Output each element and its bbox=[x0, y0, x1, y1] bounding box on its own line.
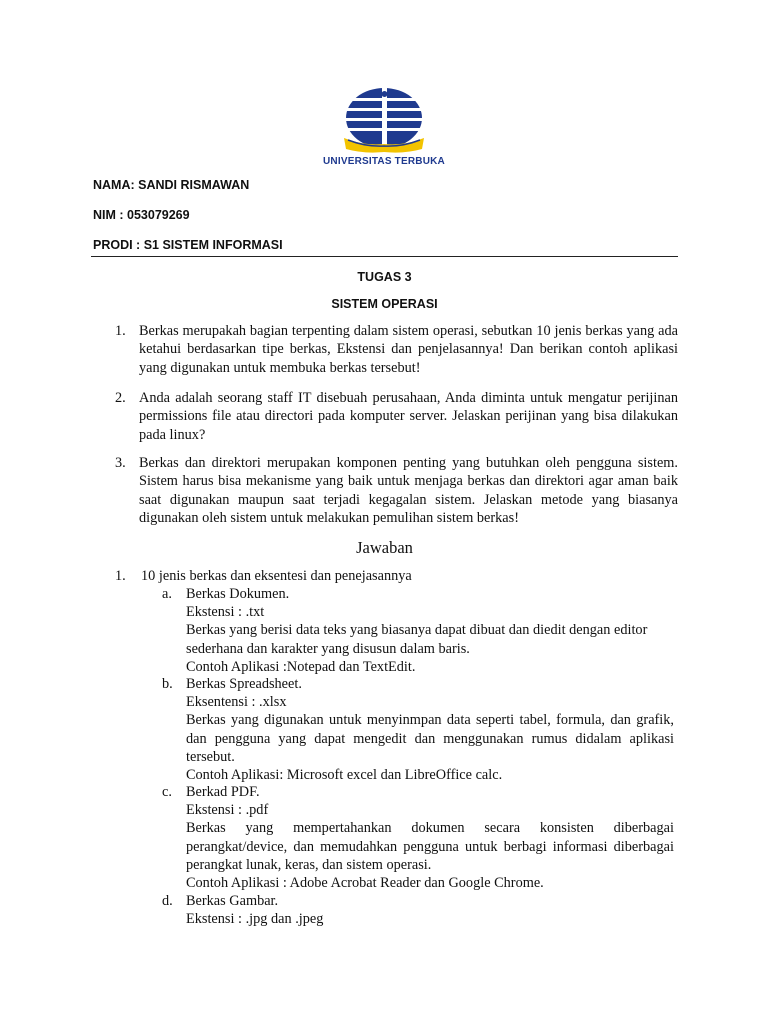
item-extension: Eksentensi : .xlsx bbox=[186, 694, 287, 711]
item-title: Berkas Dokumen. bbox=[186, 586, 290, 602]
item-description: Berkas yang mempertahankan dokumen secara konsisten diberbagai perangkat/device, dan memudahkan pengguna untuk berbagi informasi diberbagai perangkat lunak, keras, dan sistem operasi. bbox=[186, 820, 674, 873]
student-prodi: PRODI : S1 SISTEM INFORMASI bbox=[93, 238, 283, 252]
assignment-title: TUGAS 3 bbox=[357, 270, 412, 284]
item-title: Berkad PDF. bbox=[186, 784, 260, 800]
question-1 bbox=[115, 322, 678, 377]
item-title: Berkas Spreadsheet. bbox=[186, 676, 302, 692]
answer-1 bbox=[115, 567, 412, 585]
question-text: Anda adalah seorang staff IT disebuah perusahaan, Anda diminta untuk mengatur perijinan permissions file atau directori pada komputer server. Jelaskan perijinan yang bisa dilakukan pada linux? bbox=[139, 390, 678, 443]
answer-heading: Jawaban bbox=[356, 538, 413, 557]
item-letter: b. bbox=[162, 676, 173, 692]
question-number: 1. bbox=[115, 323, 126, 339]
answer-item-a bbox=[162, 585, 674, 676]
logo-emblem-icon bbox=[308, 86, 460, 158]
logo-text: UNIVERSITAS TERBUKA bbox=[323, 156, 445, 167]
item-extension: Ekstensi : .jpg dan .jpeg bbox=[186, 911, 324, 928]
item-description: Berkas yang berisi data teks yang biasanya dapat dibuat dan diedit dengan editor sederhana dan karakter yang disusun dalam baris. bbox=[186, 622, 648, 657]
item-extension: Ekstensi : .pdf bbox=[186, 802, 269, 819]
question-number: 2. bbox=[115, 390, 126, 406]
item-title: Berkas Gambar. bbox=[186, 893, 279, 909]
question-2 bbox=[115, 389, 678, 444]
item-letter: c. bbox=[162, 784, 172, 800]
question-number: 3. bbox=[115, 455, 126, 471]
item-app: Contoh Aplikasi : Adobe Acrobat Reader dan Google Chrome. bbox=[186, 875, 544, 892]
student-name: NAMA: SANDI RISMAWAN bbox=[93, 178, 250, 192]
item-extension: Ekstensi : .txt bbox=[186, 604, 265, 621]
answer-number: 1. bbox=[115, 568, 126, 584]
question-text: Berkas merupakah bagian terpenting dalam sistem operasi, sebutkan 10 jenis berkas yang ada ketahui berdasarkan tipe berkas, Ekstensi dan penjelasannya! Dan berikan contoh aplikasi yang digunakan untuk membuka berkas tersebut! bbox=[139, 323, 678, 376]
answer-item-b bbox=[162, 675, 674, 784]
university-logo bbox=[308, 86, 460, 170]
item-description: Berkas yang digunakan untuk menyinmpan data seperti tabel, formula, dan grafik, dan pengguna yang dapat mengedit dan menggunakan rumus didalam aplikasi tersebut. bbox=[186, 712, 674, 765]
student-nim: NIM : 053079269 bbox=[93, 208, 190, 222]
item-letter: a. bbox=[162, 586, 172, 602]
answer-item-c bbox=[162, 783, 674, 892]
question-text: Berkas dan direktori merupakan komponen penting yang butuhkan oleh pengguna sistem. Sistem harus bisa mekanisme yang baik untuk menjaga berkas dan direktori agar aman baik saat digunakan maupun saat terjadi kegagalan sistem. Jelaskan metode yang biasanya digunakan oleh sistem untuk melakukan pemulihan sistem berkas! bbox=[139, 455, 678, 527]
question-3 bbox=[115, 454, 678, 528]
item-app: Contoh Aplikasi :Notepad dan TextEdit. bbox=[186, 658, 416, 675]
answer-item-d bbox=[162, 892, 674, 928]
item-app: Contoh Aplikasi: Microsoft excel dan LibreOffice calc. bbox=[186, 767, 503, 784]
assignment-subject: SISTEM OPERASI bbox=[331, 297, 438, 311]
answer-intro: 10 jenis berkas dan eksentesi dan penejasannya bbox=[141, 568, 412, 584]
item-letter: d. bbox=[162, 893, 173, 909]
header-divider bbox=[91, 256, 678, 257]
